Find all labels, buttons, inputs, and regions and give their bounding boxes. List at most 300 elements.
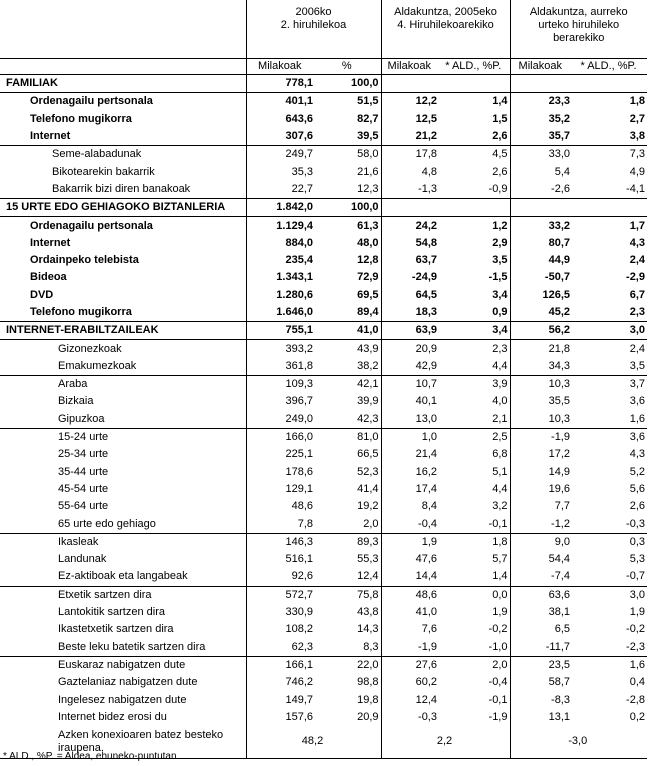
row-value: 58,0 xyxy=(315,146,381,164)
row-value: 100,0 xyxy=(315,75,381,93)
subheader-cell: * ALD., %P. xyxy=(439,59,510,75)
row-value: 38,2 xyxy=(357,359,379,372)
row-value: 0,4 xyxy=(629,676,645,689)
row-value: 22,0 xyxy=(315,656,381,674)
row-value: 18,3 xyxy=(381,304,439,322)
row-value xyxy=(439,75,510,93)
row-value: 12,3 xyxy=(357,182,379,195)
row-value: 5,7 xyxy=(492,553,508,566)
row-value: 5,3 xyxy=(629,553,645,566)
row-value: 39,5 xyxy=(357,130,379,143)
row-value: 4,0 xyxy=(492,395,508,408)
row-value xyxy=(510,75,572,93)
row-value: 4,5 xyxy=(439,146,510,164)
row-value: 45,2 xyxy=(510,304,572,322)
row-value: 7,6 xyxy=(381,621,439,638)
row-value: 249,0 xyxy=(246,411,315,429)
row-value: 98,8 xyxy=(357,676,379,689)
row-value xyxy=(510,199,572,217)
table-row xyxy=(0,639,647,657)
row-value: 21,2 xyxy=(381,128,439,146)
row-value: 14,4 xyxy=(381,568,439,586)
row-value: -1,9 xyxy=(510,428,572,446)
row-value: 4,9 xyxy=(629,165,645,178)
row-label: Ordenagailu pertsonala xyxy=(0,217,246,235)
row-value: 24,2 xyxy=(381,217,439,235)
table-row xyxy=(0,621,647,638)
row-value: 1.646,0 xyxy=(246,304,315,322)
row-label: Bikotearekin bakarrik xyxy=(52,165,155,178)
table-row xyxy=(0,287,647,304)
row-value: 4,4 xyxy=(492,482,508,495)
row-value: 2,4 xyxy=(572,340,647,358)
row-value: 55,3 xyxy=(357,553,379,566)
row-value: 75,8 xyxy=(315,586,381,604)
row-value: 2,6 xyxy=(492,165,508,178)
row-value: -3,0 xyxy=(510,726,647,759)
row-value: 17,8 xyxy=(381,146,439,164)
row-label: FAMILIAK xyxy=(0,75,246,93)
row-value: 149,7 xyxy=(246,691,315,708)
table-row xyxy=(0,376,647,394)
table-row xyxy=(0,340,647,358)
row-value: 92,6 xyxy=(246,568,315,586)
table-row xyxy=(0,128,647,146)
row-value: 643,6 xyxy=(246,111,315,128)
row-value: 3,6 xyxy=(629,395,645,408)
row-value: 19,2 xyxy=(357,500,379,513)
row-value: 778,1 xyxy=(246,75,315,93)
row-value: 35,2 xyxy=(510,111,572,128)
row-value: 3,8 xyxy=(629,130,645,143)
table-row xyxy=(0,393,647,410)
row-value: -50,7 xyxy=(510,269,572,286)
row-value: 41,4 xyxy=(357,482,379,495)
row-value: 35,7 xyxy=(510,128,572,146)
row-value: 13,1 xyxy=(510,709,572,726)
row-value: 1,9 xyxy=(381,533,439,551)
row-value: 43,8 xyxy=(357,606,379,619)
row-value: 9,0 xyxy=(510,533,572,551)
table-row xyxy=(0,515,647,533)
row-label: Ikasleak xyxy=(0,533,246,551)
row-value: 64,5 xyxy=(381,287,439,304)
row-value: 2,4 xyxy=(629,254,645,267)
row-value: -8,3 xyxy=(510,691,572,708)
table-row xyxy=(0,235,647,252)
row-value: -1,2 xyxy=(510,515,572,533)
row-value: 89,4 xyxy=(357,306,379,318)
row-label: Etxetik sartzen dira xyxy=(0,586,246,604)
row-value: 146,3 xyxy=(246,533,315,551)
row-value: 166,0 xyxy=(246,428,315,446)
table-row xyxy=(0,269,647,286)
row-value: 54,8 xyxy=(381,235,439,252)
row-value: 3,9 xyxy=(439,376,510,394)
row-value xyxy=(572,75,647,93)
row-label: DVD xyxy=(30,288,54,301)
row-value: 2,5 xyxy=(439,428,510,446)
row-value: 89,3 xyxy=(315,533,381,551)
row-value: -1,9 xyxy=(381,639,439,657)
row-value: 1.343,1 xyxy=(246,269,315,286)
table-row xyxy=(0,498,647,515)
row-value: 14,3 xyxy=(357,623,379,636)
table-body xyxy=(0,75,647,726)
row-value: 1,4 xyxy=(439,93,510,111)
row-value: 1,8 xyxy=(572,93,647,111)
row-value: 17,2 xyxy=(510,446,572,463)
row-value: 35,5 xyxy=(510,393,572,410)
row-value: 2,2 xyxy=(381,726,510,759)
row-value: 52,3 xyxy=(357,465,379,478)
row-value: 43,9 xyxy=(315,340,381,358)
row-value: 48,6 xyxy=(381,586,439,604)
row-value: 23,5 xyxy=(510,656,572,674)
row-value: -2,6 xyxy=(510,181,572,199)
row-label: 15 URTE EDO GEHIAGOKO BIZTANLERIA xyxy=(0,199,246,217)
header-change-quarter: Aldakuntza, 2005eko 4. Hiruhilekoarekiko xyxy=(381,0,510,59)
table-row xyxy=(0,304,647,322)
row-label: Ordenagailu pertsonala xyxy=(0,93,246,111)
row-value: 22,7 xyxy=(246,181,315,199)
row-value: 108,2 xyxy=(246,621,315,638)
row-value: 401,1 xyxy=(246,93,315,111)
row-label: Gipuzkoa xyxy=(58,412,105,425)
row-value: 3,2 xyxy=(492,500,508,513)
row-value: -0,7 xyxy=(626,570,645,583)
row-value: 81,0 xyxy=(315,428,381,446)
row-value: -0,3 xyxy=(381,709,439,726)
row-value: 27,6 xyxy=(381,656,439,674)
row-value: 34,3 xyxy=(510,358,572,376)
row-label: Bizkaia xyxy=(58,395,94,408)
row-label: Bakarrik bizi diren banakoak xyxy=(52,182,191,195)
row-label: Euskaraz nabigatzen dute xyxy=(0,656,246,674)
row-label: 65 urte edo gehiago xyxy=(58,517,156,530)
subheader-cell: Milakoak xyxy=(381,59,439,75)
row-value: 20,9 xyxy=(357,710,379,723)
row-value: 21,6 xyxy=(357,165,379,178)
row-value: 82,7 xyxy=(357,112,379,125)
row-label: 15-24 urte xyxy=(0,428,246,446)
row-value: 41,0 xyxy=(381,604,439,621)
row-value: -11,7 xyxy=(510,639,572,657)
row-value: 10,7 xyxy=(381,376,439,394)
row-label: 55-64 urte xyxy=(58,500,109,513)
subheader-cell: * ALD., %P. xyxy=(572,59,647,75)
row-value: 4,8 xyxy=(381,163,439,180)
row-value: 33,0 xyxy=(510,146,572,164)
row-label: Ingelesez nabigatzen dute xyxy=(58,693,187,706)
table-row xyxy=(0,691,647,708)
row-value: -0,4 xyxy=(381,515,439,533)
row-value: 6,8 xyxy=(492,448,508,461)
row-value: 63,9 xyxy=(381,322,439,340)
row-value: 12,5 xyxy=(381,111,439,128)
row-label: Ikastetxetik sartzen dira xyxy=(58,623,174,636)
row-label: Gaztelaniaz nabigatzen dute xyxy=(58,676,198,689)
table-row xyxy=(0,93,647,111)
table-row xyxy=(0,446,647,463)
row-value: 14,9 xyxy=(510,464,572,481)
header-change-year: Aldakuntza, aurreko urteko hiruhileko berarekiko xyxy=(510,0,647,59)
row-value: 48,0 xyxy=(357,236,379,249)
row-value: 40,1 xyxy=(381,393,439,410)
row-value: 80,7 xyxy=(510,235,572,252)
row-value: 5,2 xyxy=(629,465,645,478)
row-value: 42,3 xyxy=(357,412,379,425)
row-value: 0,9 xyxy=(492,306,508,318)
row-value: 1,8 xyxy=(439,533,510,551)
row-value: 4,3 xyxy=(629,448,645,461)
row-value xyxy=(381,75,439,93)
row-value: 3,4 xyxy=(439,322,510,340)
row-value: -0,4 xyxy=(488,676,508,689)
row-value xyxy=(439,199,510,217)
row-value: 1.842,0 xyxy=(246,199,315,217)
row-value: -0,2 xyxy=(626,623,645,636)
table-row xyxy=(0,411,647,429)
row-value: 0,2 xyxy=(629,710,645,723)
row-value: 62,3 xyxy=(246,639,315,657)
row-value: 10,3 xyxy=(510,376,572,394)
table-row xyxy=(0,533,647,551)
row-value: -0,1 xyxy=(488,693,508,706)
row-value: -4,1 xyxy=(626,182,645,195)
row-value: 3,0 xyxy=(572,322,647,340)
row-value: 12,4 xyxy=(381,691,439,708)
row-label: Emakumezkoak xyxy=(58,359,137,372)
row-value: 17,4 xyxy=(381,481,439,498)
row-label: Gizonezkoak xyxy=(0,340,246,358)
row-label: Seme-alabadunak xyxy=(0,146,246,164)
table-row xyxy=(0,428,647,446)
row-value: 3,5 xyxy=(629,359,645,372)
row-value: 48,6 xyxy=(246,498,315,515)
row-value: 235,4 xyxy=(246,252,315,269)
row-value: 1,6 xyxy=(629,412,645,425)
row-value: 8,4 xyxy=(381,498,439,515)
row-value: 69,5 xyxy=(357,288,379,301)
row-label: Internet xyxy=(30,236,71,249)
row-value: 39,9 xyxy=(357,395,379,408)
subheader-empty xyxy=(0,59,246,75)
row-value: 746,2 xyxy=(246,674,315,691)
row-value: 157,6 xyxy=(246,709,315,726)
row-label: Beste leku batetik sartzen dira xyxy=(58,640,206,653)
row-value: 1,2 xyxy=(439,217,510,235)
row-value: 249,7 xyxy=(246,146,315,164)
row-value: 3,4 xyxy=(492,288,508,301)
row-value: 330,9 xyxy=(246,604,315,621)
row-value: -2,8 xyxy=(626,693,645,706)
row-value: 2,0 xyxy=(363,517,379,530)
table-row xyxy=(0,604,647,621)
table-row xyxy=(0,252,647,269)
table-row xyxy=(0,217,647,235)
row-value: 2,6 xyxy=(492,130,508,143)
row-value: 12,4 xyxy=(357,570,379,583)
row-value: 19,8 xyxy=(357,693,379,706)
row-value: 3,7 xyxy=(572,376,647,394)
row-label: Lantokitik sartzen dira xyxy=(58,606,165,619)
table-row xyxy=(0,481,647,498)
row-value: 61,3 xyxy=(315,217,381,235)
row-value: 100,0 xyxy=(315,199,381,217)
row-value: 5,6 xyxy=(629,482,645,495)
row-value: 35,3 xyxy=(246,163,315,180)
row-value: 51,5 xyxy=(315,93,381,111)
row-value: 63,6 xyxy=(510,586,572,604)
row-value: 2,1 xyxy=(492,412,508,425)
header-empty xyxy=(0,0,246,59)
row-value: 33,2 xyxy=(510,217,572,235)
row-value: 393,2 xyxy=(246,340,315,358)
row-value: 63,7 xyxy=(381,252,439,269)
row-value xyxy=(572,199,647,217)
row-value: 2,9 xyxy=(492,236,508,249)
table-row xyxy=(0,674,647,691)
row-value: 7,7 xyxy=(510,498,572,515)
row-value: 41,0 xyxy=(315,322,381,340)
row-value: 129,1 xyxy=(246,481,315,498)
row-value: -2,9 xyxy=(626,271,645,284)
row-value: 516,1 xyxy=(246,551,315,568)
row-value: 54,4 xyxy=(510,551,572,568)
row-value: 21,4 xyxy=(381,446,439,463)
row-value: 3,5 xyxy=(492,254,508,267)
row-label: 25-34 urte xyxy=(58,448,109,461)
row-value: 109,3 xyxy=(246,376,315,394)
row-value: 16,2 xyxy=(381,464,439,481)
row-value: 58,7 xyxy=(510,674,572,691)
row-value xyxy=(381,199,439,217)
row-value: 1,7 xyxy=(572,217,647,235)
row-label: INTERNET-ERABILTZAILEAK xyxy=(0,322,246,340)
table-row xyxy=(0,322,647,340)
row-value: 5,4 xyxy=(510,163,572,180)
row-value: 1,6 xyxy=(572,656,647,674)
subheader-cell: Milakoak xyxy=(246,59,315,75)
row-value: 72,9 xyxy=(357,271,379,284)
row-value: 1.280,6 xyxy=(246,287,315,304)
table-row xyxy=(0,111,647,128)
row-value: 307,6 xyxy=(246,128,315,146)
row-value: 5,1 xyxy=(492,465,508,478)
row-value: 42,1 xyxy=(315,376,381,394)
row-value: -0,1 xyxy=(488,517,508,530)
row-value: 3,6 xyxy=(572,428,647,446)
row-value: -0,3 xyxy=(626,517,645,530)
row-value: 12,2 xyxy=(381,93,439,111)
row-label: Azken konexioaren batez besteko iraupena. xyxy=(0,726,246,759)
row-value: 12,8 xyxy=(357,254,379,267)
row-value: 19,6 xyxy=(510,481,572,498)
row-value: 21,8 xyxy=(510,340,572,358)
row-value: 884,0 xyxy=(246,235,315,252)
row-value: 48,2 xyxy=(246,726,381,759)
row-value: -1,3 xyxy=(381,181,439,199)
row-value: 2,3 xyxy=(439,340,510,358)
row-value: -0,9 xyxy=(488,182,508,195)
row-value: 166,1 xyxy=(246,656,315,674)
row-value: -1,5 xyxy=(488,271,508,284)
row-value: 7,8 xyxy=(246,515,315,533)
row-value: 572,7 xyxy=(246,586,315,604)
row-value: 4,4 xyxy=(492,359,508,372)
row-value: 1,0 xyxy=(381,428,439,446)
row-value: 10,3 xyxy=(510,411,572,429)
subheader-cell: % xyxy=(315,59,381,75)
table-row xyxy=(0,464,647,481)
row-value: 66,5 xyxy=(357,448,379,461)
row-label: Telefono mugikorra xyxy=(30,306,132,318)
table-row xyxy=(0,358,647,376)
row-value: 126,5 xyxy=(510,287,572,304)
table-row xyxy=(0,75,647,93)
table-row xyxy=(0,146,647,164)
row-value: 13,0 xyxy=(381,411,439,429)
row-value: -1,0 xyxy=(488,640,508,653)
row-label: Ordainpeko telebista xyxy=(30,254,139,267)
row-value: 56,2 xyxy=(510,322,572,340)
row-value: 755,1 xyxy=(246,322,315,340)
row-value: 38,1 xyxy=(510,604,572,621)
row-label: Telefono mugikorra xyxy=(30,112,132,125)
row-value: 42,9 xyxy=(381,358,439,376)
row-value: -0,2 xyxy=(488,623,508,636)
row-value: 7,3 xyxy=(572,146,647,164)
row-value: 1.129,4 xyxy=(246,217,315,235)
row-label: Internet xyxy=(30,130,71,143)
row-label: Ez-aktiboak eta langabeak xyxy=(58,570,188,583)
row-value: 0,3 xyxy=(572,533,647,551)
row-value: 44,9 xyxy=(510,252,572,269)
row-value: 8,3 xyxy=(363,640,379,653)
row-label: Araba xyxy=(0,376,246,394)
row-value: 23,3 xyxy=(510,93,572,111)
table-row xyxy=(0,181,647,199)
row-value: 3,0 xyxy=(572,586,647,604)
row-value: -7,4 xyxy=(510,568,572,586)
table-row xyxy=(0,586,647,604)
row-value: 60,2 xyxy=(381,674,439,691)
row-value: 361,8 xyxy=(246,358,315,376)
row-value: 20,9 xyxy=(381,340,439,358)
row-value: 2,3 xyxy=(629,306,645,318)
table-row xyxy=(0,568,647,586)
table-row xyxy=(0,551,647,568)
header-period: 2006ko 2. hiruhilekoa xyxy=(246,0,381,59)
row-label: Internet bidez erosi du xyxy=(58,710,167,723)
row-label: 45-54 urte xyxy=(58,482,109,495)
row-value: -1,9 xyxy=(488,710,508,723)
row-value: 225,1 xyxy=(246,446,315,463)
row-value: 6,5 xyxy=(510,621,572,638)
row-value: 2,6 xyxy=(629,500,645,513)
row-label: 35-44 urte xyxy=(58,465,109,478)
table-row xyxy=(0,709,647,726)
row-value: 178,6 xyxy=(246,464,315,481)
row-label: Bideoa xyxy=(30,271,67,284)
row-value: -24,9 xyxy=(381,269,439,286)
row-value: 1,9 xyxy=(629,606,645,619)
row-value: 1,9 xyxy=(492,606,508,619)
subheader-cell: Milakoak xyxy=(510,59,572,75)
row-value: 1,5 xyxy=(492,112,508,125)
row-value: 6,7 xyxy=(629,288,645,301)
